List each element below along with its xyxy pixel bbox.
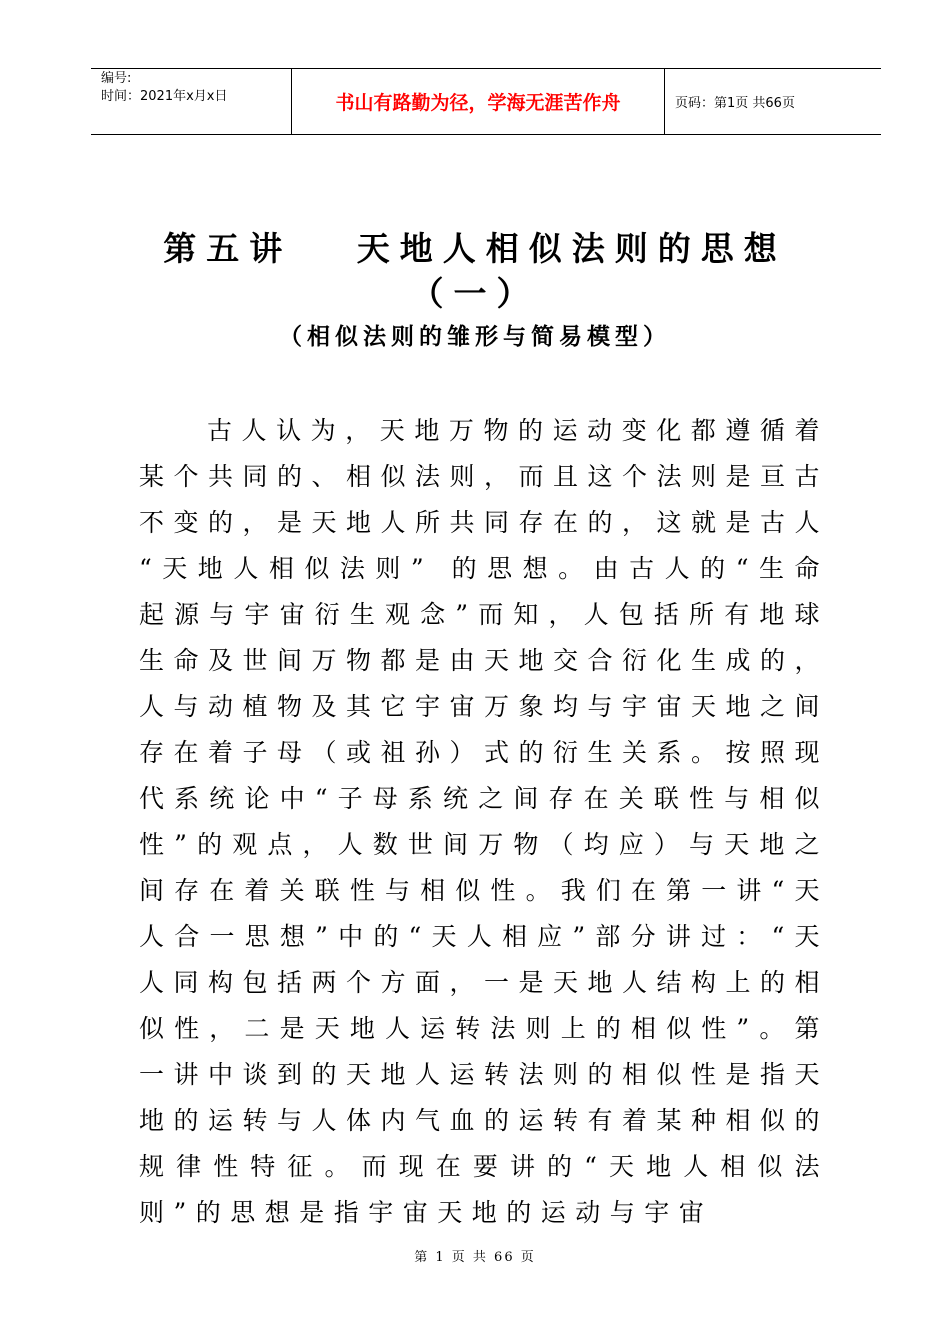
header-motto: 书山有路勤为径，学海无涯苦作舟 <box>292 69 665 134</box>
page-title-part: （一） <box>410 274 540 313</box>
page-subtitle: （相似法则的雏形与简易模型） <box>279 324 671 350</box>
page-title: 第五讲 天地人相似法则的思想 <box>163 229 787 268</box>
document-header <box>91 68 881 135</box>
footer-page-number: 第 1 页 共 66 页 <box>414 1250 536 1265</box>
number-label: 编号: <box>101 71 132 86</box>
header-meta <box>91 69 292 134</box>
body-paragraph: 古人认为，天地万物的运动变化都遵循着某个共同的、相似法则，而且这个法则是亘古不变的，是天地人所共同存在的，这就是古人 “天地人相似法则” 的思想。由古人的“生命起源与宇宙衍生观念”而知，人包括所有地球生命及世间万物都是由天地交合衍化生成的，人与动植物及其它宇宙万象均与宇宙天地之间存在着子母（或祖孙）式的衍生关系。按照现代系统论中“子母系统之间存在关联性与相似性”的观点，人数世间万物（均应）与天地之间存在着关联性与相似性。我们在第一讲“天人合一思想”中的“天人相应”部分讲过：“天人同构包括两个方面，一是天地人结构上的相似性，二是天地人运转法则上的相似性”。第一讲中谈到的天地人运转法则的相似性是指天地的运转与人体内气血的运转有着某种相似的规律性特征。而现在要讲的“天地人相似法则”的思想是指宇宙天地的运动与宇宙 <box>139 416 830 1227</box>
header-page-number: 页码：第1页 共66页 <box>675 96 795 111</box>
time-label: 时间：2021年x月x日 <box>101 89 228 104</box>
